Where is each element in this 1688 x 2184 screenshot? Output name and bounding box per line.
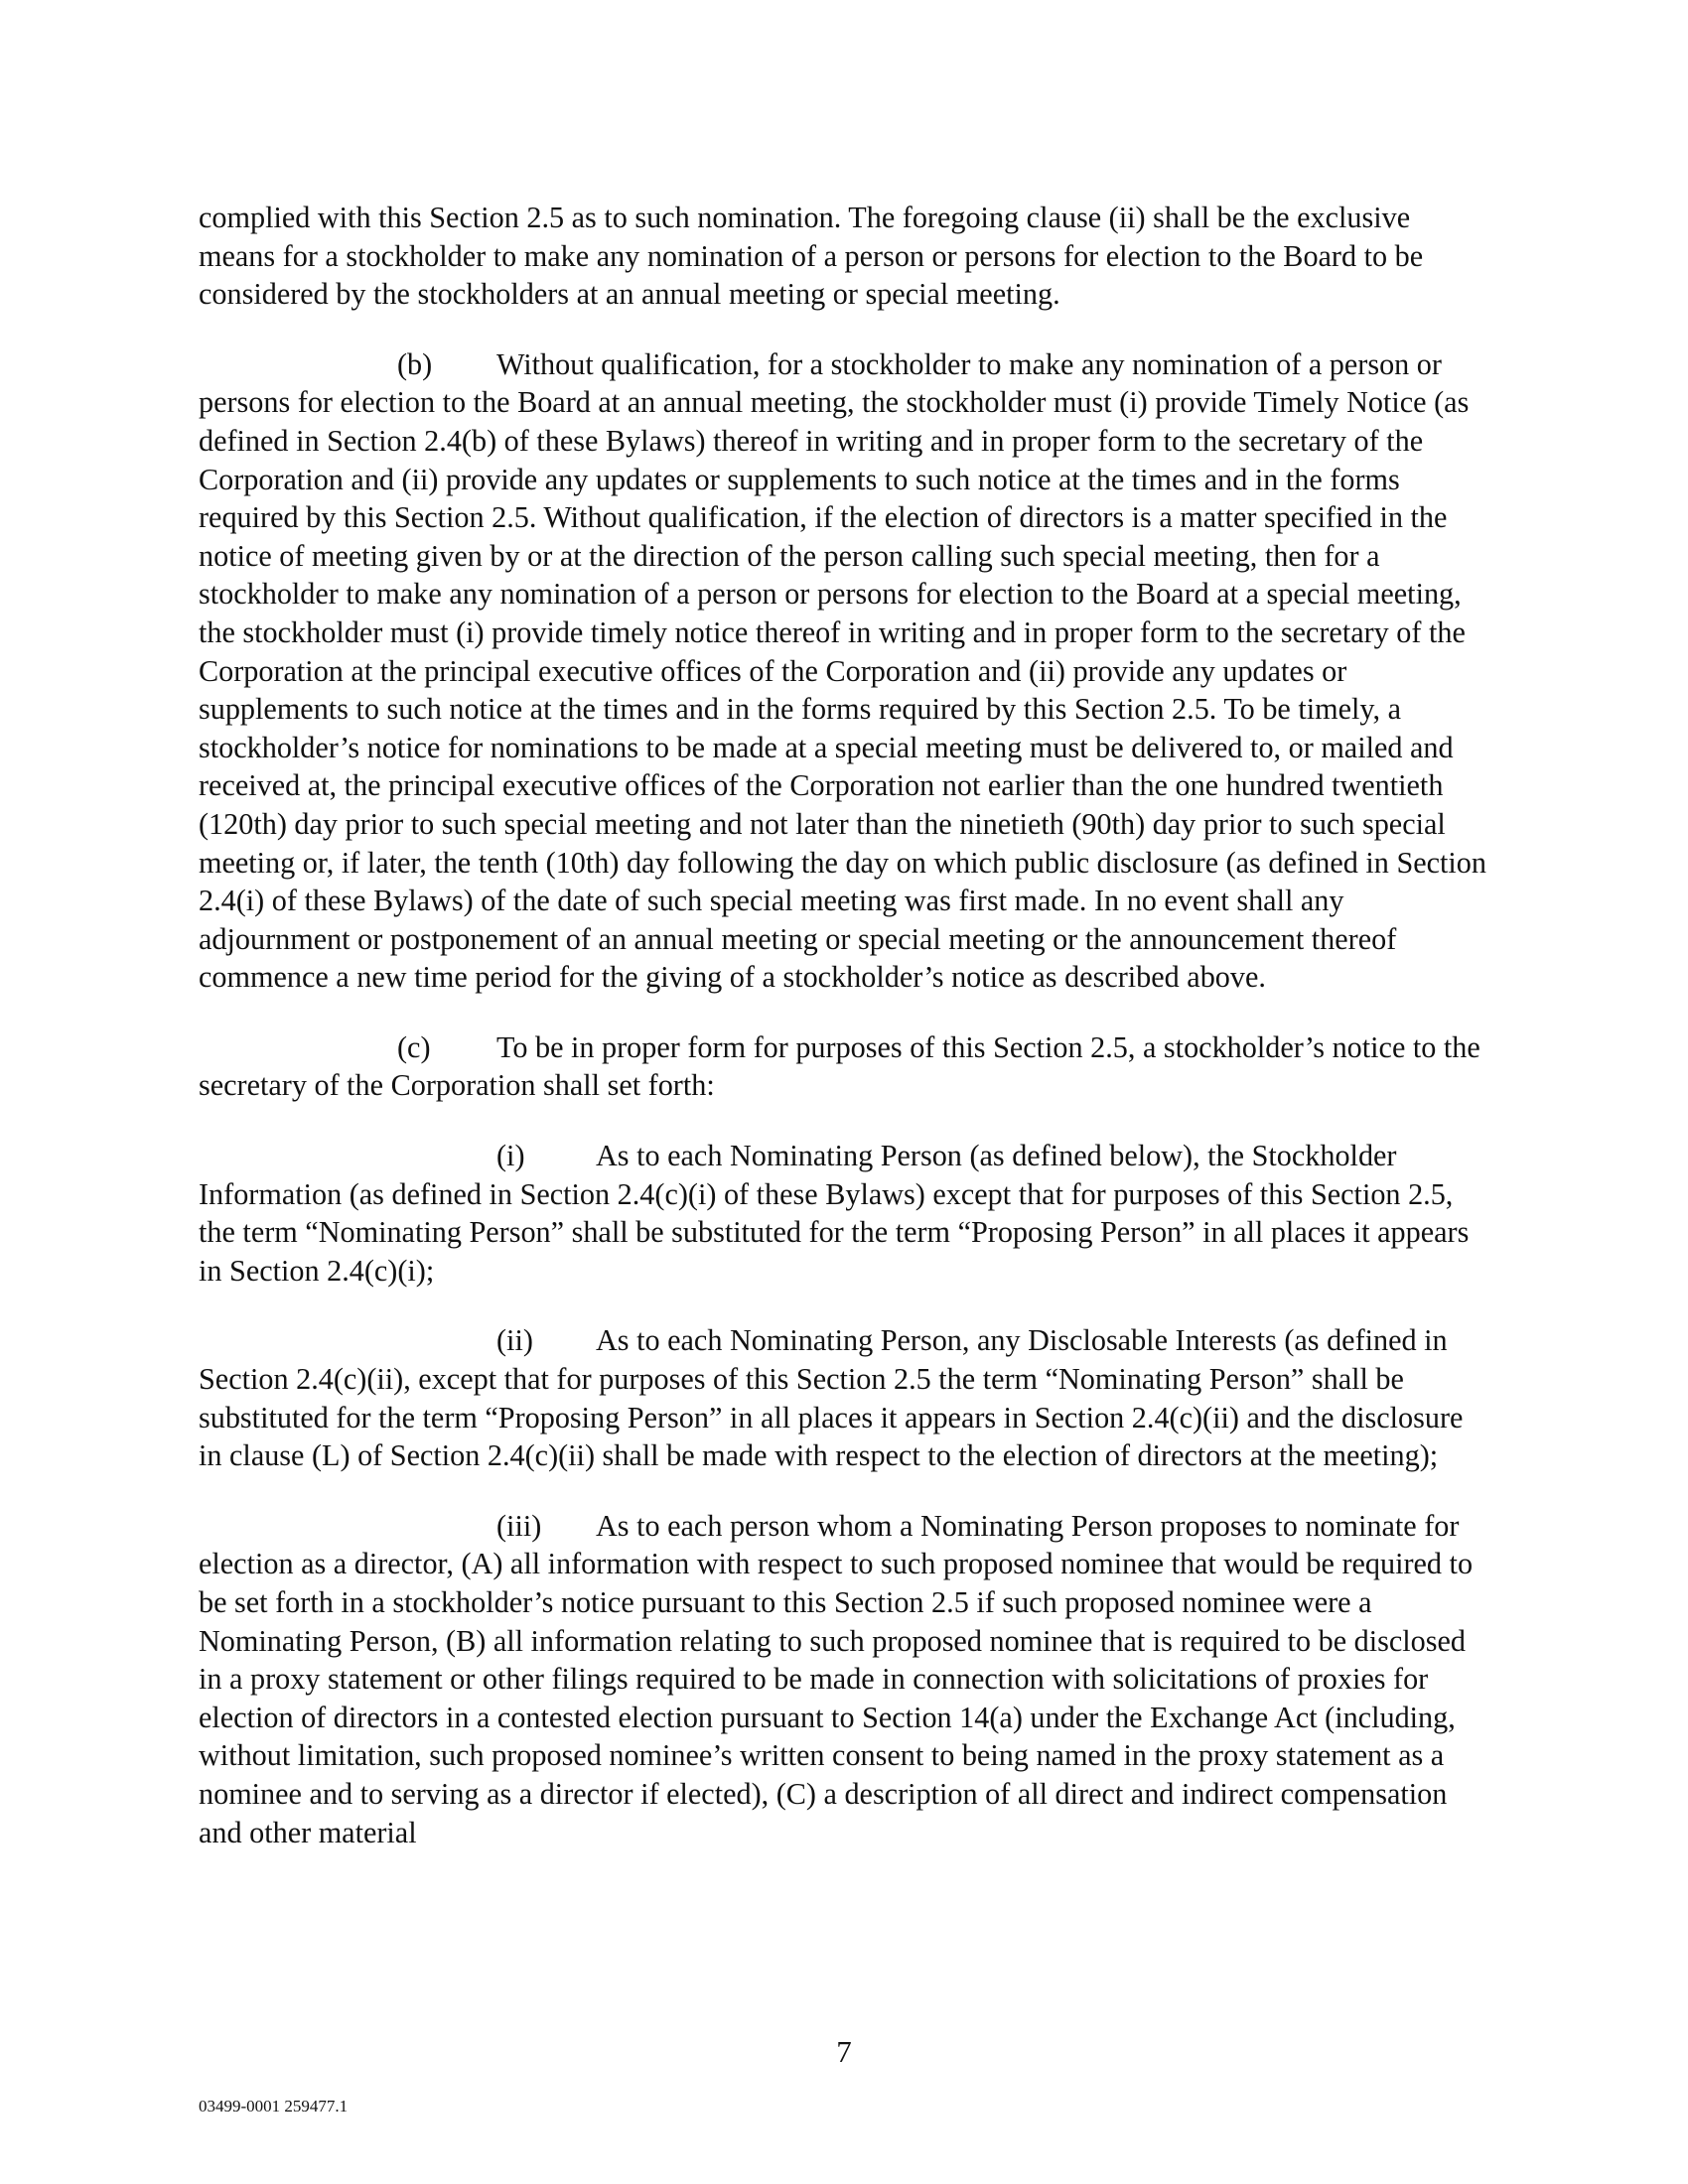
paragraph-marker: (b) [397, 346, 433, 381]
paragraph-continuation [199, 199, 1489, 314]
paragraph-marker: (c) [397, 1029, 431, 1064]
paragraph-c-iii [199, 1507, 1489, 1851]
paragraph-text: As to each Nominating Person (as defined below), the Stockholder Information (as defined in Section 2.4(c)(i) of these Bylaws) except that for purposes of this Section 2.5, the term “Nominating Person” shall be substituted for the term “Proposing Person” in all places it appears in Section 2.4(c)(i); [199, 1139, 1470, 1288]
paragraph-text: As to each person whom a Nominating Person proposes to nominate for election as a director, (A) all information with respect to such proposed nominee that would be required to be set forth in a stockholder’s notice pursuant to this Section 2.5 if such proposed nominee were a Nominating Person, (B) all information relating to such proposed nominee that is required to be disclosed in a proxy statement or other filings required to be made in connection with solicitations of proxies for election of directors in a contested election pursuant to Section 14(a) under the Exchange Act (including, without limitation, such proposed nominee’s written consent to being named in the proxy statement as a nominee and to serving as a director if elected), (C) a description of all direct and indirect compensation and other material [199, 1508, 1474, 1849]
paragraph-marker: (ii) [496, 1323, 533, 1358]
document-id-footer: 03499-0001 259477.1 [199, 2097, 349, 2116]
paragraph-c-ii [199, 1321, 1489, 1474]
paragraph-text: As to each Nominating Person, any Disclosable Interests (as defined in Section 2.4(c)(ii), except that for purposes of this Section 2.5 the term “Nominating Person” shall be substituted for the term “Proposing Person” in all places it appears in Section 2.4(c)(ii) and the disclosure in clause (L) of Section 2.4(c)(ii) shall be made with respect to the election of directors at the meeting); [199, 1323, 1464, 1473]
paragraph-marker: (iii) [496, 1508, 542, 1543]
paragraph-text: Without qualification, for a stockholder to make any nomination of a person or persons for election to the Board at an annual meeting, the stockholder must (i) provide Timely Notice (as defined in Section 2.4(b) of these Bylaws) thereof in writing and in proper form to the secretary of the Corporation and (ii) provide any updates or supplements to such notice at the times and in the forms required by this Section 2.5. Without qualification, if the election of directors is a matter specified in the notice of meeting given by or at the direction of the person calling such special meeting, then for a stockholder to make any nomination of a person or persons for election to the Board at a special meeting, the stockholder must (i) provide timely notice thereof in writing and in proper form to the secretary of the Corporation at the principal executive offices of the Corporation and (ii) provide any updates or supplements to such notice at the times and in the forms required by this Section 2.5. To be timely, a stockholder’s notice for nominations to be made at a special meeting must be delivered to, or mailed and received at, the principal executive offices of the Corporation not earlier than the one hundred twentieth (120th) day prior to such special meeting and not later than the ninetieth (90th) day prior to such special meeting or, if later, the tenth (10th) day following the day on which public disclosure (as defined in Section 2.4(i) of these Bylaws) of the date of such special meeting was first made. In no event shall any adjournment or postponement of an annual meeting or special meeting or the announcement thereof commence a new time period for the giving of a stockholder’s notice as described above. [199, 346, 1486, 995]
page-number: 7 [836, 2034, 852, 2069]
paragraph-c-i [199, 1137, 1489, 1290]
paragraph-c [199, 1028, 1489, 1105]
paragraph-b [199, 345, 1489, 997]
paragraph-text: To be in proper form for purposes of this Section 2.5, a stockholder’s notice to the secretary of the Corporation shall set forth: [199, 1029, 1480, 1103]
paragraph-marker: (i) [496, 1139, 525, 1173]
document-body [199, 199, 1489, 1883]
paragraph-text: complied with this Section 2.5 as to such nomination. The foregoing clause (ii) shall be the exclusive means for a stockholder to make any nomination of a person or persons for election to the Board to be considered by the stockholders at an annual meeting or special meeting. [199, 201, 1424, 312]
